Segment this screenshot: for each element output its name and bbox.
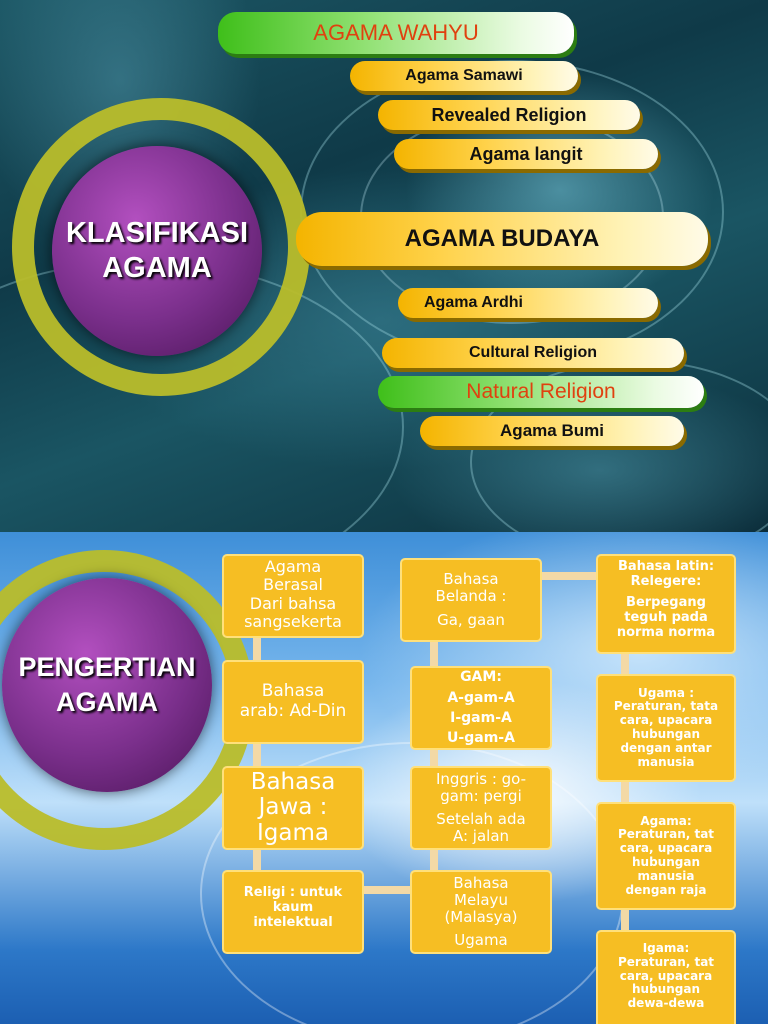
box-text-line: Ugama xyxy=(454,931,508,950)
connector-line xyxy=(362,886,412,894)
concept-box-igama xyxy=(596,930,736,1024)
box-text-line: hubungan xyxy=(632,982,700,997)
budaya-item: Cultural Religion xyxy=(382,338,684,368)
box-text-line: kaum xyxy=(272,899,314,915)
box-text-line: Ugama : xyxy=(637,685,694,700)
box-text-line: Relegere: xyxy=(630,573,702,589)
box-text-line: intelektual xyxy=(253,914,333,930)
box-text-line: Bahasa xyxy=(443,570,499,589)
concept-box-gam xyxy=(410,666,552,750)
concept-box-ugama xyxy=(596,674,736,782)
box-text-line: Agama xyxy=(264,557,322,576)
box-text-line: GAM: xyxy=(460,669,502,686)
concept-box-sangsekerta xyxy=(222,554,364,638)
box-text-line: Bahasa xyxy=(261,681,325,702)
connector-line xyxy=(253,636,261,662)
box-text-line: Dari bahsa xyxy=(249,593,337,613)
center-title-circle xyxy=(52,146,262,356)
box-text-line: teguh pada xyxy=(624,609,708,625)
wahyu-item: Revealed Religion xyxy=(378,100,640,130)
box-text-line: I-gam-A xyxy=(450,710,512,726)
box-text-line: Berpegang xyxy=(626,594,706,610)
agama-wahyu-heading: AGAMA WAHYU xyxy=(218,12,574,54)
concept-box-agama-raja xyxy=(596,802,736,910)
concept-box-inggris xyxy=(410,766,552,850)
box-text-line: Igama: xyxy=(642,941,690,955)
box-text-line: dewa-dewa xyxy=(627,996,705,1011)
budaya-item: Agama Ardhi xyxy=(398,288,658,318)
box-text-line: cara, upacara xyxy=(619,841,713,856)
concept-box-latin xyxy=(596,554,736,654)
connector-line xyxy=(253,848,261,870)
slide-pengertian-agama xyxy=(0,532,768,1024)
box-text-line: (Malasya) xyxy=(444,908,518,926)
connector-line xyxy=(430,640,438,666)
box-text-line: Jawa : xyxy=(258,794,328,821)
concept-box-religi xyxy=(222,870,364,954)
box-text-line: Inggris : go- xyxy=(435,769,527,788)
box-text-line: hubungan xyxy=(632,727,700,741)
center-title-line: AGAMA xyxy=(102,252,212,284)
box-text-line: Belanda : xyxy=(435,587,507,606)
box-text-line: A: jalan xyxy=(452,827,510,846)
box-text-line: cara, upacara xyxy=(619,968,713,983)
box-text-line: Bahasa xyxy=(453,873,509,892)
box-text-line: Peraturan, tat xyxy=(617,827,715,842)
connector-line xyxy=(621,908,629,930)
box-text-line: A-gam-A xyxy=(447,689,515,706)
box-text-line: Bahasa latin: xyxy=(617,559,715,574)
box-text-line: hubungan xyxy=(632,855,700,869)
box-text-line: Igama xyxy=(257,819,329,846)
box-text-line: Melayu xyxy=(454,890,508,909)
center-title-line: KLASIFIKASI xyxy=(65,217,249,250)
center-title-line: AGAMA xyxy=(56,687,158,717)
center-title-line: PENGERTIAN xyxy=(18,651,196,682)
box-text-line: Berasal xyxy=(263,575,323,595)
connector-line xyxy=(253,742,261,768)
box-text-line: sangsekerta xyxy=(244,612,342,632)
agama-budaya-heading: AGAMA BUDAYA xyxy=(296,212,708,266)
connector-line xyxy=(621,652,629,674)
box-text-line: Peraturan, tat xyxy=(617,954,715,969)
box-text-line: Agama: xyxy=(640,813,692,828)
concept-box-arab xyxy=(222,660,364,744)
box-text-line: manusia xyxy=(637,754,695,769)
wahyu-item: Agama Samawi xyxy=(350,61,578,91)
box-text-line: dengan raja xyxy=(625,882,707,897)
box-text-line: manusia xyxy=(637,868,695,883)
box-text-line: Bahasa xyxy=(250,769,336,796)
center-title-circle xyxy=(2,578,212,792)
box-text-line: cara, upacara xyxy=(619,713,713,728)
concept-box-belanda xyxy=(400,558,542,642)
budaya-item-highlight: Natural Religion xyxy=(378,376,704,408)
wahyu-item: Agama langit xyxy=(394,139,658,169)
box-text-line: norma norma xyxy=(616,624,716,640)
connector-line xyxy=(540,572,598,580)
concept-box-jawa xyxy=(222,766,364,850)
box-text-line: Setelah ada xyxy=(436,810,526,828)
box-text-line: arab: Ad-Din xyxy=(239,701,347,721)
concept-box-melayu xyxy=(410,870,552,954)
box-text-line: U-gam-A xyxy=(447,730,515,747)
box-text-line: Ga, gaan xyxy=(437,610,505,629)
budaya-item: Agama Bumi xyxy=(420,416,684,446)
box-text-line: Peraturan, tata xyxy=(613,699,719,714)
box-text-line: dengan antar xyxy=(620,740,712,755)
box-text-line: Religi : untuk xyxy=(243,885,343,900)
box-text-line: gam: pergi xyxy=(440,786,522,805)
connector-line xyxy=(621,780,629,802)
